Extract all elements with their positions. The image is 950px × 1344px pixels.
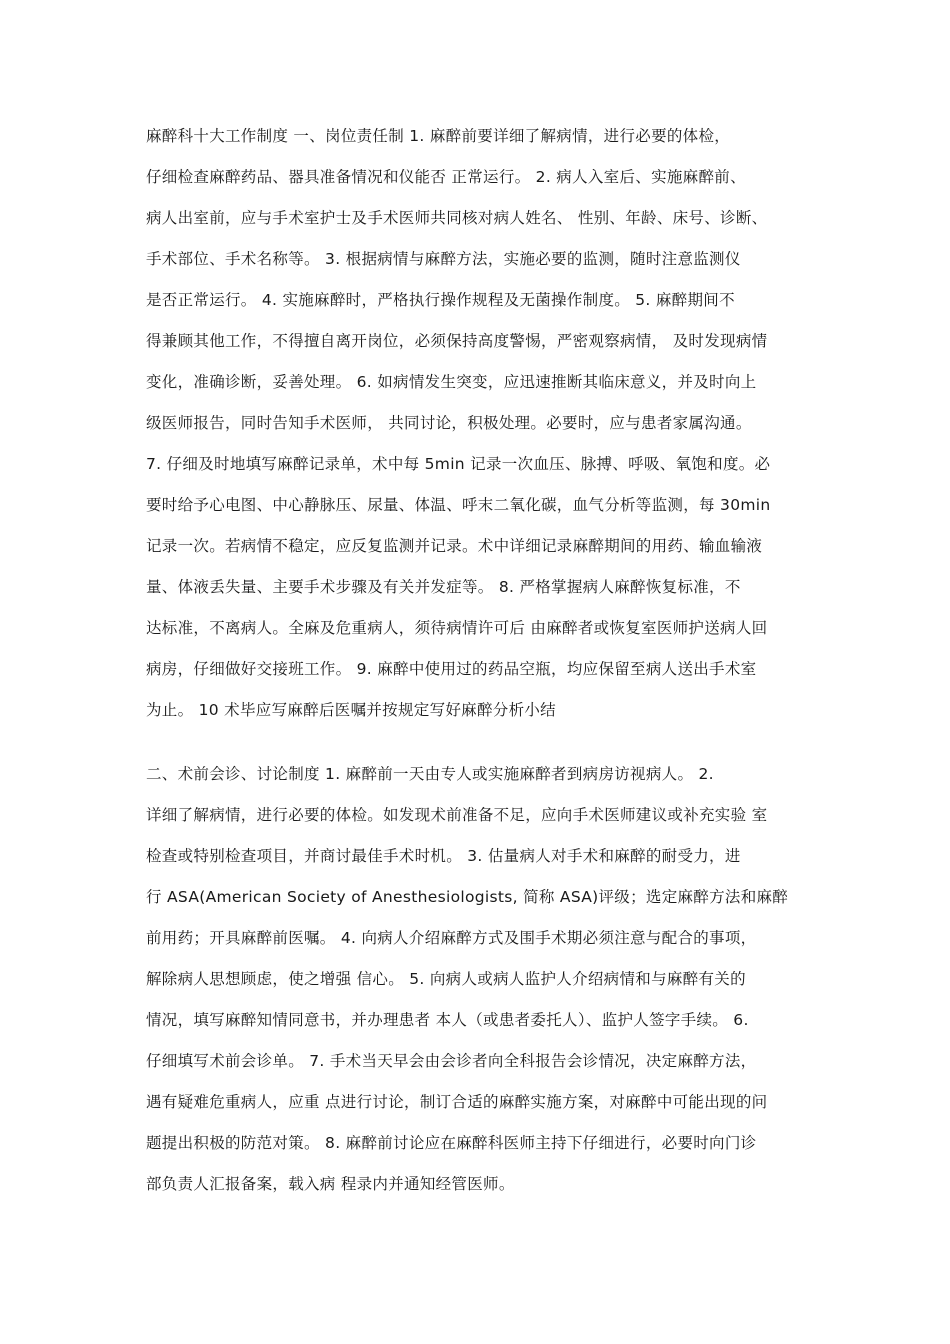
- text-line: 仔细填写术前会诊单。 7. 手术当天早会由会诊者向全科报告会诊情况，决定麻醉方法，: [146, 1052, 757, 1070]
- text-line: 详细了解病情，进行必要的体检。如发现术前准备不足，应向手术医师建议或补充实验 室: [146, 806, 768, 824]
- text-line: 遇有疑难危重病人，应重 点进行讨论，制订合适的麻醉实施方案，对麻醉中可能出现的问: [146, 1093, 768, 1111]
- text-line: 是否正常运行。 4. 实施麻醉时，严格执行操作规程及无菌操作制度。 5. 麻醉期间不: [146, 291, 735, 309]
- text-line: 得兼顾其他工作，不得擅自离开岗位，必须保持高度警惕，严密观察病情， 及时发现病情: [146, 332, 768, 350]
- text-line: 部负责人汇报备案，载入病 程录内并通知经管医师。: [146, 1175, 515, 1193]
- text-line: 二、术前会诊、讨论制度 1. 麻醉前一天由专人或实施麻醉者到病房访视病人。 2.: [146, 765, 714, 783]
- text-line: 麻醉科十大工作制度 一、岗位责任制 1. 麻醉前要详细了解病情，进行必要的体检，: [146, 127, 731, 145]
- text-line: 要时给予心电图、中心静脉压、尿量、体温、呼末二氧化碳，血气分析等监测，每 30min: [146, 496, 771, 514]
- text-line: 解除病人思想顾虑，使之增强 信心。 5. 向病人或病人监护人介绍病情和与麻醉有关的: [146, 970, 746, 988]
- text-line: 病房，仔细做好交接班工作。 9. 麻醉中使用过的药品空瓶，均应保留至病人送出手术室: [146, 660, 757, 678]
- text-line: 仔细检查麻醉药品、器具准备情况和仪能否 正常运行。 2. 病人入室后、实施麻醉前、: [146, 168, 746, 186]
- text-line: 情况，填写麻醉知情同意书，并办理患者 本人（或患者委托人）、监护人签字手续。 6.: [146, 1011, 749, 1029]
- text-line: 记录一次。若病情不稳定，应反复监测并记录。术中详细记录麻醉期间的用药、输血输液: [146, 537, 763, 555]
- text-line: 行 ASA(American Society of Anesthesiologists, 简称 ASA)评级；选定麻醉方法和麻醉: [146, 888, 789, 906]
- text-line: 检查或特别检查项目，并商讨最佳手术时机。 3. 估量病人对手术和麻醉的耐受力，进: [146, 847, 741, 865]
- paragraph-job-responsibility: [146, 116, 818, 731]
- text-line: 病人出室前，应与手术室护士及手术医师共同核对病人姓名、 性别、年龄、床号、诊断、: [146, 209, 768, 227]
- text-line: 达标准，不离病人。全麻及危重病人，须待病情许可后 由麻醉者或恢复室医师护送病人回: [146, 619, 768, 637]
- text-line: 变化，准确诊断，妥善处理。 6. 如病情发生突变，应迅速推断其临床意义，并及时向上: [146, 373, 757, 391]
- text-line: 手术部位、手术名称等。 3. 根据病情与麻醉方法，实施必要的监测，随时注意监测仪: [146, 250, 741, 268]
- text-line: 题提出积极的防范对策。 8. 麻醉前讨论应在麻醉科医师主持下仔细进行，必要时向门诊: [146, 1134, 757, 1152]
- text-line: 级医师报告，同时告知手术医师， 共同讨论，积极处理。必要时，应与患者家属沟通。: [146, 414, 752, 432]
- paragraph-preoperative-consultation: [146, 754, 818, 1205]
- text-line: 7. 仔细及时地填写麻醉记录单，术中每 5min 记录一次血压、脉搏、呼吸、氧饱和度。必: [146, 455, 771, 473]
- text-line: 量、体液丢失量、主要手术步骤及有关并发症等。 8. 严格掌握病人麻醉恢复标准，不: [146, 578, 741, 596]
- text-line: 前用药；开具麻醉前医嘱。 4. 向病人介绍麻醉方式及围手术期必须注意与配合的事项，: [146, 929, 757, 947]
- text-line: 为止。 10 术毕应写麻醉后医嘱并按规定写好麻醉分析小结: [146, 701, 556, 719]
